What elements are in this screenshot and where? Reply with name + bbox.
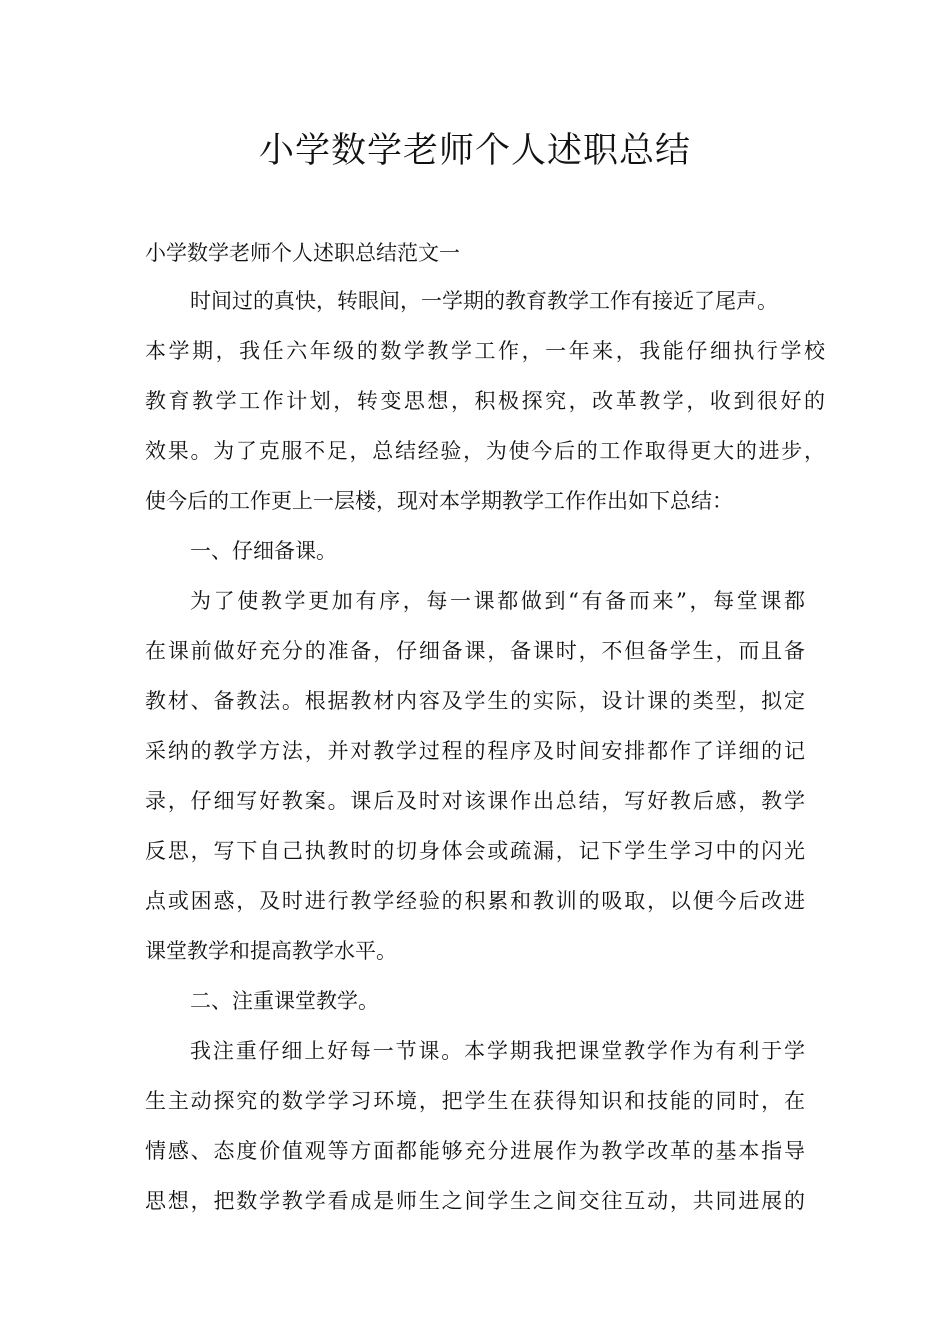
- document-title: 小学数学老师个人述职总结: [258, 131, 691, 171]
- paragraph-line: 时间过的真快，转眼间，一学期的教育教学工作有接近了尾声。: [190, 289, 778, 313]
- paragraph-line: 点或困惑，及时进行教学经验的积累和教训的吸取，以便今后改进: [145, 889, 805, 913]
- paragraph-line: 课堂教学和提高教学水平。: [145, 939, 397, 963]
- section-heading: 二、注重课堂教学。: [190, 989, 379, 1013]
- paragraph-line: 思想，把数学教学看成是师生之间学生之间交往互动，共同进展的: [145, 1189, 805, 1213]
- paragraph-line: 我注重仔细上好每一节课。本学期我把课堂教学作为有利于学: [190, 1039, 805, 1063]
- paragraph-line: 教育教学工作计划，转变思想，积极探究，改革教学，收到很好的: [145, 389, 825, 413]
- paragraph-line: 情感、态度价值观等方面都能够充分进展作为教学改革的基本指导: [145, 1139, 805, 1163]
- paragraph-line: 教材、备教法。根据教材内容及学生的实际，设计课的类型，拟定: [145, 689, 805, 713]
- paragraph-line: 本学期，我任六年级的数学教学工作，一年来，我能仔细执行学校: [145, 339, 825, 363]
- paragraph-line: 反思，写下自己执教时的切身体会或疏漏，记下学生学习中的闪光: [145, 839, 805, 863]
- paragraph-line: 使今后的工作更上一层楼，现对本学期教学工作作出如下总结：: [145, 489, 733, 513]
- paragraph-line: 采纳的教学方法，并对教学过程的程序及时间安排都作了详细的记: [145, 739, 805, 763]
- document-subtitle: 小学数学老师个人述职总结范文一: [145, 241, 460, 265]
- paragraph-line: 效果。为了克服不足，总结经验，为使今后的工作取得更大的进步，: [145, 439, 825, 463]
- paragraph-line: 为了使教学更加有序，每一课都做到“有备而来”，每堂课都: [190, 589, 805, 613]
- paragraph-line: 录，仔细写好教案。课后及时对该课作出总结，写好教后感，教学: [145, 789, 805, 813]
- paragraph-line: 生主动探究的数学学习环境，把学生在获得知识和技能的同时，在: [145, 1089, 805, 1113]
- section-heading: 一、仔细备课。: [190, 539, 337, 563]
- paragraph-line: 在课前做好充分的准备，仔细备课，备课时，不但备学生，而且备: [145, 639, 805, 663]
